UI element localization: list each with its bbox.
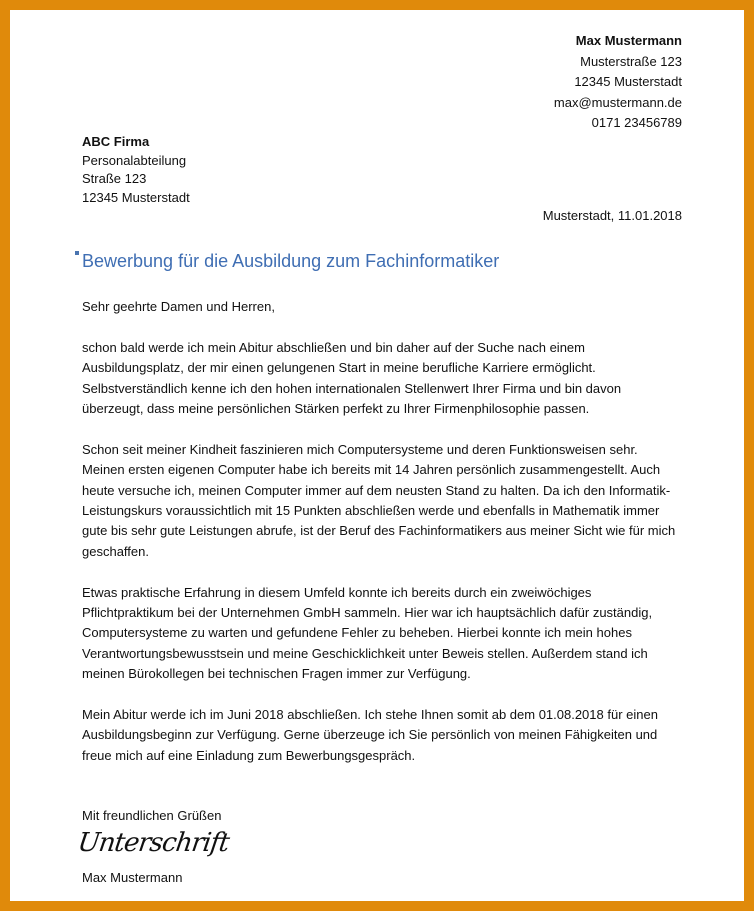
handwritten-signature: Unterschrift — [75, 828, 231, 858]
sender-block — [554, 31, 682, 134]
letter-date: Musterstadt, 11.01.2018 — [542, 208, 682, 223]
sender-street: Musterstraße 123 — [580, 53, 682, 69]
letter-subject: Bewerbung für die Ausbildung zum Fachinformatiker — [82, 251, 500, 271]
letter-page — [10, 10, 744, 901]
sender-city: 12345 Musterstadt — [574, 74, 682, 89]
sender-email: max@mustermann.de — [553, 94, 682, 110]
closing-greeting: Mit freundlichen Grüßen — [82, 808, 222, 823]
letter-body — [82, 297, 682, 787]
body-paragraph: Schon seit meiner Kindheit faszinieren mich Computersysteme und deren Funktionsweisen sehr. Meinen ersten eigenen Computer habe ich bereits mit 14 Jahren persönlich zusammengestellt. Auch heute versuche ich, meinen Computer immer auf dem neusten Stand zu halten. Da ich den Informatik-Leistungskurs voraussichtlich mit 15 Punkten abschließen werde und ebenfalls in Mathematik immer gute bis sehr gute Leistungen abrufe, ist der Beruf des Fachinformatikers aus meiner Sicht wie für mich geschaffen. — [82, 441, 676, 559]
signer-name: Max Mustermann — [82, 870, 183, 885]
body-paragraph: Etwas praktische Erfahrung in diesem Umfeld konnte ich bereits durch ein zweiwöchiges Pflichtpraktikum bei der Unternehmen GmbH sammeln. Hier war ich hauptsächlich dafür zuständig, Computersysteme zu warten und gefundene Fehler zu beheben. Hierbei konnte ich mein hohes Verantwortungsbewusstsein und meine Geschicklichkeit unter Beweis stellen. Außerdem stand ich meinen Bürokollegen bei technischen Fragen immer zur Verfügung. — [82, 584, 653, 682]
subject-marker — [75, 251, 79, 255]
sender-name: Max Mustermann — [575, 33, 682, 48]
recipient-department: Personalabteilung — [82, 152, 187, 168]
recipient-block — [82, 133, 190, 207]
sender-phone: 0171 23456789 — [591, 115, 682, 130]
recipient-city: 12345 Musterstadt — [82, 189, 190, 205]
body-paragraph: Mein Abitur werde ich im Juni 2018 abschließen. Ich stehe Ihnen somit ab dem 01.08.2018 für einen Ausbildungsbeginn zur Verfügung. Gerne überzeuge ich Sie persönlich von meinen Fähigkeiten und freue mich auf eine Einladung zum Bewerbungsgespräch. — [82, 707, 658, 763]
salutation: Sehr geehrte Damen und Herren, — [82, 299, 275, 314]
recipient-company: ABC Firma — [82, 134, 150, 149]
body-paragraph: schon bald werde ich mein Abitur abschließen und bin daher auf der Suche nach einem Ausbildungsplatz, der mir einen gelungenen Start in meine berufliche Karriere ermöglicht. Selbstverständlich kenne ich den hohen internationalen Stellenwert Ihrer Firma und bin davon überzeugt, dass meine persönlichen Stärken perfekt zu Ihrer Firmenphilosophie passen. — [82, 339, 622, 417]
recipient-street: Straße 123 — [82, 171, 147, 186]
